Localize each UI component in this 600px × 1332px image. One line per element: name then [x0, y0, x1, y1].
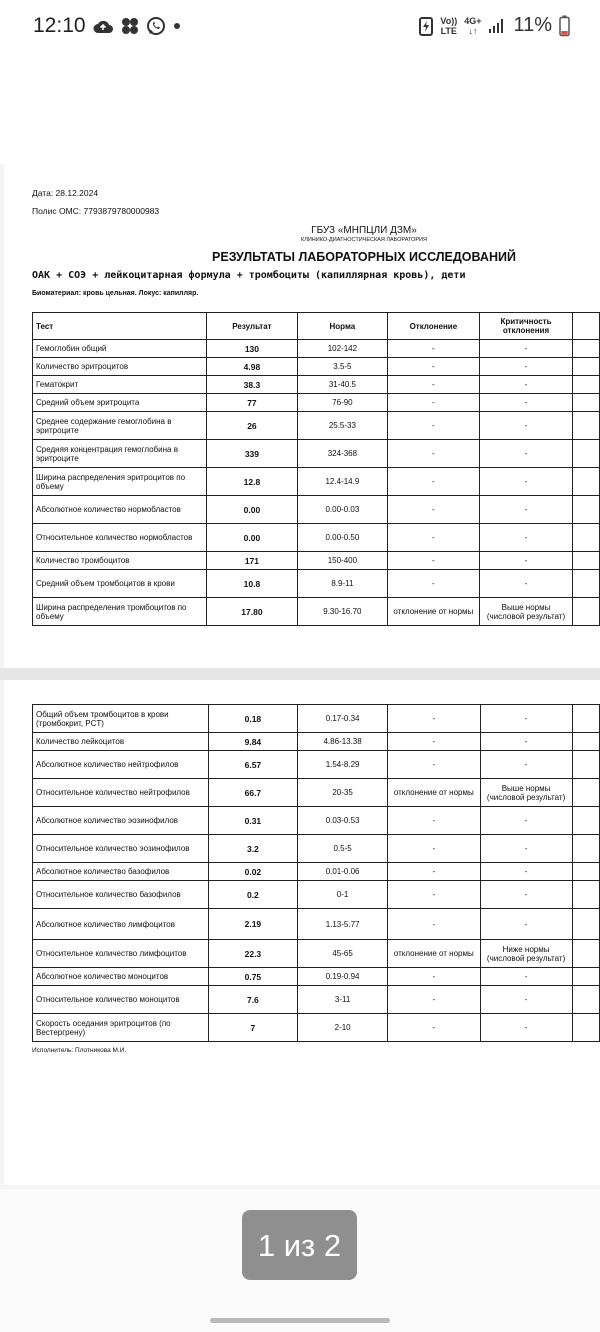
test-name: Абсолютное количество базофилов — [33, 863, 209, 881]
criticality: - — [480, 412, 573, 440]
overflow-cell — [572, 751, 599, 779]
overflow-cell — [572, 552, 599, 570]
criticality: - — [480, 394, 573, 412]
header-norm: Норма — [298, 313, 388, 340]
deviation: - — [387, 358, 479, 376]
criticality: - — [480, 1014, 572, 1042]
table-row — [33, 986, 600, 1014]
table-row — [33, 394, 600, 412]
test-name: Скорость оседания эритроцитов (по Вестергрену) — [33, 1014, 209, 1042]
overflow-cell — [572, 524, 599, 552]
deviation: - — [387, 394, 479, 412]
battery-icon — [559, 15, 570, 37]
overflow-cell — [572, 598, 599, 626]
biomaterial-info: Биоматериал: кровь цельная. Локус: капилляр. — [32, 290, 199, 297]
criticality: - — [480, 496, 573, 524]
table-row — [33, 496, 600, 524]
norm-range: 0.03-0.53 — [298, 807, 388, 835]
overflow-cell — [572, 376, 599, 394]
norm-range: 31-40.5 — [298, 376, 388, 394]
header-result: Результат — [206, 313, 297, 340]
norm-range: 150-400 — [298, 552, 388, 570]
whatsapp-icon — [146, 16, 166, 36]
table-row — [33, 807, 600, 835]
result-value: 0.18 — [208, 705, 298, 733]
deviation: отклонение от нормы — [387, 598, 479, 626]
oms-policy: Полис ОМС: 7793879780000983 — [32, 206, 160, 216]
overflow-cell — [572, 881, 599, 909]
overflow-cell — [572, 468, 599, 496]
deviation: - — [387, 340, 479, 358]
norm-range: 0.19-0.94 — [298, 968, 388, 986]
test-name: Общий объем тромбоцитов в крови (тромбокрит, PCT) — [33, 705, 209, 733]
test-name: Ширина распределения эритроцитов по объему — [33, 468, 207, 496]
status-right — [419, 14, 570, 37]
deviation: - — [387, 552, 479, 570]
test-name: Ширина распределения тромбоцитов по объему — [33, 598, 207, 626]
test-name: Относительное количество лимфоцитов — [33, 940, 209, 968]
deviation: - — [388, 733, 481, 751]
table-row — [33, 779, 600, 807]
norm-range: 1.54-8.29 — [298, 751, 388, 779]
criticality: Ниже нормы (числовой результат) — [480, 940, 572, 968]
overflow-cell — [572, 835, 599, 863]
overflow-cell — [572, 496, 599, 524]
gesture-home-bar[interactable] — [210, 1318, 390, 1323]
overflow-cell — [572, 940, 599, 968]
result-value: 6.57 — [208, 751, 298, 779]
table-row — [33, 412, 600, 440]
result-value: 9.84 — [208, 733, 298, 751]
result-value: 10.8 — [206, 570, 297, 598]
norm-range: 0-1 — [298, 881, 388, 909]
executor: Исполнитель: Плотникова М.И. — [32, 1047, 127, 1054]
result-value: 130 — [206, 340, 297, 358]
norm-range: 0.17-0.34 — [298, 705, 388, 733]
deviation: - — [388, 751, 481, 779]
test-name: Средняя концентрация гемоглобина в эритроците — [33, 440, 207, 468]
result-value: 7 — [208, 1014, 298, 1042]
table-row — [33, 1014, 600, 1042]
criticality: - — [480, 376, 573, 394]
test-name: Относительное количество моноцитов — [33, 986, 209, 1014]
test-name: Средний объем эритроцита — [33, 394, 207, 412]
norm-range: 3-11 — [298, 986, 388, 1014]
result-value: 17.80 — [206, 598, 297, 626]
table-row — [33, 340, 600, 358]
report-title: РЕЗУЛЬТАТЫ ЛАБОРАТОРНЫХ ИССЛЕДОВАНИЙ — [212, 250, 516, 264]
test-name: Среднее содержание гемоглобина в эритроците — [33, 412, 207, 440]
criticality: Выше нормы (числовой результат) — [480, 598, 573, 626]
header-test: Тест — [33, 313, 207, 340]
deviation: - — [388, 863, 481, 881]
result-value: 0.02 — [208, 863, 298, 881]
cloud-upload-icon — [92, 18, 114, 34]
notification-icons — [92, 16, 182, 36]
criticality: - — [480, 340, 573, 358]
overflow-cell — [572, 986, 599, 1014]
overflow-cell — [572, 358, 599, 376]
result-value: 77 — [206, 394, 297, 412]
criticality: - — [480, 986, 572, 1014]
result-value: 0.00 — [206, 524, 297, 552]
norm-range: 2-10 — [298, 1014, 388, 1042]
signal-strength-icon — [488, 18, 506, 34]
result-value: 12.8 — [206, 468, 297, 496]
deviation: - — [388, 986, 481, 1014]
test-name: Относительное количество эозинофилов — [33, 835, 209, 863]
norm-range: 4.86-13.38 — [298, 733, 388, 751]
battery-saver-icon — [419, 16, 433, 36]
table-row — [33, 440, 600, 468]
table-row — [33, 909, 600, 940]
overflow-cell — [572, 570, 599, 598]
test-name: Средний объем тромбоцитов в крови — [33, 570, 207, 598]
norm-range: 76-90 — [298, 394, 388, 412]
results-table-page1 — [32, 312, 600, 626]
overflow-cell — [572, 807, 599, 835]
deviation: - — [387, 376, 479, 394]
deviation: - — [388, 705, 481, 733]
result-value: 339 — [206, 440, 297, 468]
table-row — [33, 733, 600, 751]
deviation: - — [387, 440, 479, 468]
overflow-cell — [572, 705, 599, 733]
test-name: Абсолютное количество нормобластов — [33, 496, 207, 524]
data-arrows-icon: ↓↑ — [468, 25, 478, 36]
table-row — [33, 552, 600, 570]
criticality: - — [480, 440, 573, 468]
criticality: - — [480, 570, 573, 598]
result-value: 171 — [206, 552, 297, 570]
criticality: - — [480, 835, 572, 863]
overflow-cell — [572, 394, 599, 412]
norm-range: 20-35 — [298, 779, 388, 807]
criticality: - — [480, 909, 572, 940]
table-row — [33, 863, 600, 881]
deviation: - — [388, 1014, 481, 1042]
norm-range: 3.5-5 — [298, 358, 388, 376]
document-page-2[interactable] — [4, 680, 600, 1185]
norm-range: 45-65 — [298, 940, 388, 968]
criticality: - — [480, 881, 572, 909]
result-value: 2.19 — [208, 909, 298, 940]
results-table-page2 — [32, 704, 600, 1042]
criticality: - — [480, 705, 572, 733]
result-value: 7.6 — [208, 986, 298, 1014]
deviation: - — [388, 807, 481, 835]
overflow-cell — [572, 909, 599, 940]
header-criticality: Критичность отклонения — [480, 313, 573, 340]
norm-range: 8.9-11 — [298, 570, 388, 598]
table-row — [33, 468, 600, 496]
deviation: - — [387, 570, 479, 598]
table-row — [33, 524, 600, 552]
test-name: Абсолютное количество моноцитов — [33, 968, 209, 986]
deviation: - — [388, 909, 481, 940]
deviation: - — [387, 468, 479, 496]
result-value: 4.98 — [206, 358, 297, 376]
deviation: отклонение от нормы — [388, 940, 481, 968]
criticality: - — [480, 968, 572, 986]
battery-percent: 11% — [513, 14, 552, 36]
deviation: - — [388, 835, 481, 863]
overflow-cell — [572, 968, 599, 986]
result-value: 38.3 — [206, 376, 297, 394]
norm-range: 0.00-0.03 — [298, 496, 388, 524]
deviation: - — [388, 881, 481, 909]
overflow-cell — [572, 1014, 599, 1042]
norm-range: 25.5-33 — [298, 412, 388, 440]
criticality: - — [480, 524, 573, 552]
criticality: - — [480, 552, 573, 570]
organization-name: ГБУЗ «МНПЦЛИ ДЗМ» — [311, 225, 417, 236]
norm-range: 9.30-16.70 — [298, 598, 388, 626]
norm-range: 324-368 — [298, 440, 388, 468]
panel-subtitle: ОАК + СОЭ + лейкоцитарная формула + тромбоциты (капиллярная кровь), дети — [32, 270, 466, 281]
more-notifications-dot-icon — [172, 21, 182, 31]
test-name: Количество эритроцитов — [33, 358, 207, 376]
overflow-cell — [572, 863, 599, 881]
criticality: - — [480, 807, 572, 835]
result-value: 0.00 — [206, 496, 297, 524]
volte-indicator: Vo)) LTE — [440, 15, 458, 36]
organization-subtitle: КЛИНИКО-ДИАГНОСТИЧЕСКАЯ ЛАБОРАТОРИЯ — [301, 237, 427, 243]
norm-range: 0.00-0.50 — [298, 524, 388, 552]
norm-range: 0.5-5 — [298, 835, 388, 863]
table-row — [33, 598, 600, 626]
table-row — [33, 376, 600, 394]
table-row — [33, 751, 600, 779]
overflow-cell — [572, 733, 599, 751]
deviation: - — [388, 968, 481, 986]
deviation: - — [387, 496, 479, 524]
test-name: Абсолютное количество нейтрофилов — [33, 751, 209, 779]
deviation: - — [387, 524, 479, 552]
overflow-cell — [572, 412, 599, 440]
deviation: - — [387, 412, 479, 440]
result-value: 26 — [206, 412, 297, 440]
criticality: - — [480, 358, 573, 376]
table-row — [33, 358, 600, 376]
norm-range: 102-142 — [298, 340, 388, 358]
report-date: Дата: 28.12.2024 — [32, 188, 99, 198]
status-time: 12:10 — [33, 14, 86, 37]
viewer-top-area — [0, 56, 600, 164]
table-row — [33, 968, 600, 986]
criticality: - — [480, 733, 572, 751]
page-gap — [0, 668, 600, 680]
norm-range: 12.4-14.9 — [298, 468, 388, 496]
criticality: - — [480, 863, 572, 881]
criticality: - — [480, 468, 573, 496]
table-row — [33, 835, 600, 863]
test-name: Относительное количество нейтрофилов — [33, 779, 209, 807]
test-name: Количество тромбоцитов — [33, 552, 207, 570]
table-row — [33, 705, 600, 733]
result-value: 0.75 — [208, 968, 298, 986]
test-name: Абсолютное количество эозинофилов — [33, 807, 209, 835]
result-value: 0.31 — [208, 807, 298, 835]
test-name: Относительное количество нормобластов — [33, 524, 207, 552]
norm-range: 1.13-5.77 — [298, 909, 388, 940]
test-name: Гематокрит — [33, 376, 207, 394]
data-indicator: 4G+ ↓↑ — [464, 15, 482, 36]
status-bar — [0, 0, 600, 56]
document-page-1[interactable] — [4, 164, 600, 668]
result-value: 22.3 — [208, 940, 298, 968]
page-counter: 1 из 2 — [242, 1210, 357, 1280]
header-overflow — [572, 313, 599, 340]
header-deviation: Отклонение — [387, 313, 479, 340]
overflow-cell — [572, 779, 599, 807]
overflow-cell — [572, 340, 599, 358]
norm-range: 0.01-0.06 — [298, 863, 388, 881]
table-row — [33, 570, 600, 598]
result-value: 66.7 — [208, 779, 298, 807]
criticality: - — [480, 751, 572, 779]
test-name: Гемоглобин общий — [33, 340, 207, 358]
test-name: Абсолютное количество лимфоцитов — [33, 909, 209, 940]
table-row — [33, 881, 600, 909]
table-row — [33, 940, 600, 968]
test-name: Количество лейкоцитов — [33, 733, 209, 751]
overflow-cell — [572, 440, 599, 468]
result-value: 0.2 — [208, 881, 298, 909]
deviation: отклонение от нормы — [388, 779, 481, 807]
apps-dots-icon — [120, 17, 140, 35]
result-value: 3.2 — [208, 835, 298, 863]
criticality: Выше нормы (числовой результат) — [480, 779, 572, 807]
table-header-row — [33, 313, 600, 340]
test-name: Относительное количество базофилов — [33, 881, 209, 909]
